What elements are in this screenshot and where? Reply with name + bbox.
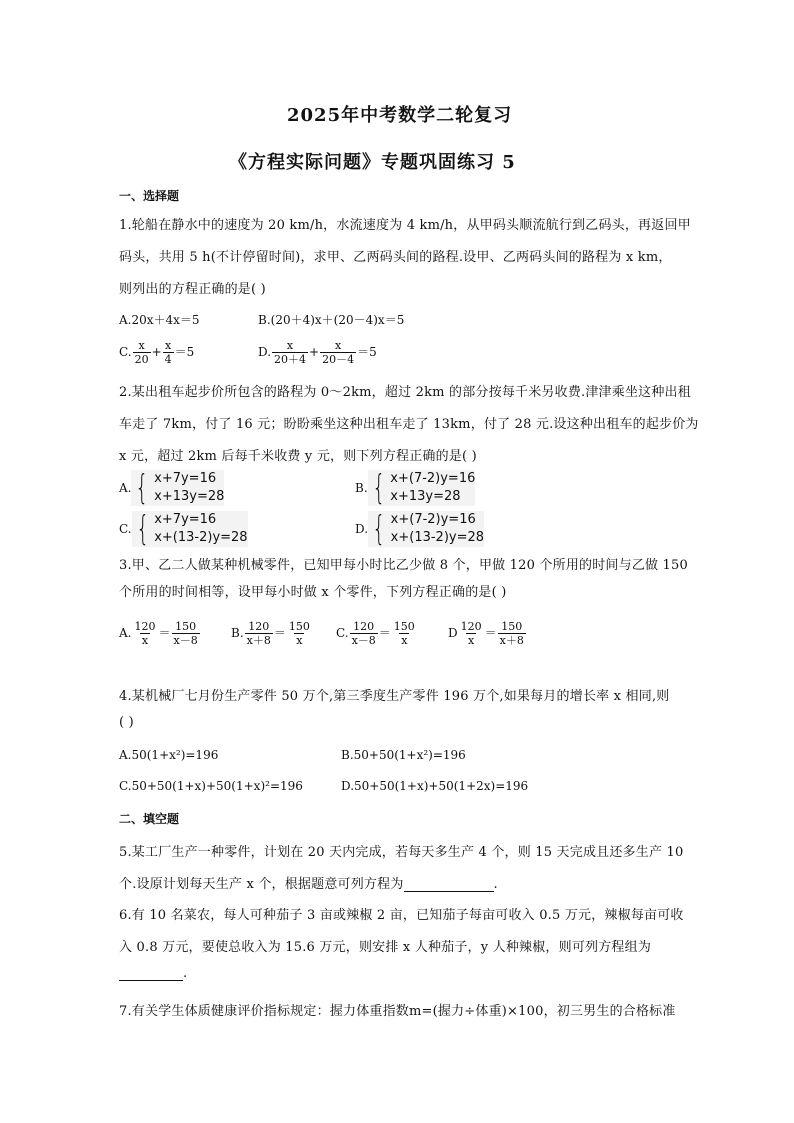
denominator: x＋8 <box>246 634 271 647</box>
numerator: 150 <box>501 620 523 633</box>
denominator: 20＋4 <box>274 353 307 366</box>
equals-value: ＝5 <box>357 345 377 359</box>
fraction <box>287 620 312 647</box>
q3-option-c-label: C. <box>336 626 349 640</box>
q1-option-b: B.(20＋4)x＋(20－4)x＝5 <box>258 313 405 327</box>
q3-option-b <box>231 620 313 647</box>
q2-option-d <box>355 511 484 547</box>
q4-option-c: C.50+50(1+x)+50(1+x)²=196 <box>119 779 303 793</box>
q2-option-b-label: B. <box>355 481 368 495</box>
q7-line1: 7.有关学生体质健康评价指标规定：握力体重指数m=(握力÷体重)×100，初三男生的合格标准 <box>119 1004 676 1019</box>
equation-system <box>132 511 248 547</box>
denominator: x <box>296 634 303 647</box>
q4-option-d: D.50+50(1+x)+50(1+2x)=196 <box>341 779 529 793</box>
numerator: 150 <box>175 620 197 633</box>
equation-row: x+(7-2)y=16 <box>390 512 476 527</box>
denominator: x－8 <box>351 634 376 647</box>
denominator: 20－4 <box>322 353 355 366</box>
fraction <box>459 620 484 647</box>
fraction <box>498 620 526 647</box>
equation-row: x+7y=16 <box>154 471 217 486</box>
q3-line1: 3.甲、乙二人做某种机械零件，已知甲每小时比乙少做 8 个，甲做 120 个所用的时间与乙做 150 <box>119 558 688 573</box>
brace-icon: { <box>372 509 386 549</box>
fraction <box>350 620 378 647</box>
equation-row: x+(13-2)y=28 <box>154 530 248 545</box>
q3-option-d <box>448 620 527 647</box>
equation-system <box>368 511 484 547</box>
q3-option-b-label: B. <box>231 626 244 640</box>
equals-sign: ＝ <box>378 626 391 640</box>
numerator: 120 <box>353 620 375 633</box>
q2-option-a-label: A. <box>119 481 132 495</box>
brace-icon: { <box>135 468 149 508</box>
equation-row: x+13y=28 <box>390 489 461 504</box>
brace-icon: { <box>135 509 149 549</box>
q1-line2: 码头，共用 5 h(不计停留时间)，求甲、乙两码头间的路程.设甲、乙两码头间的路程为 x km， <box>119 250 672 265</box>
denominator: x＋8 <box>499 634 524 647</box>
equals-sign: ＝ <box>484 626 497 640</box>
q2-line2: 车走了 7km，付了 16 元；盼盼乘坐这种出租车走了 13km，付了 28 元.设这种出租车的起步价为 <box>119 417 699 432</box>
q3-option-c <box>336 620 418 647</box>
q4-line1: 4.某机械厂七月份生产零件 50 万个,第三季度生产零件 196 万个,如果每月的增长率 x 相同,则 <box>119 689 670 704</box>
page-subtitle: 《方程实际问题》专题巩固练习 5 <box>229 152 516 173</box>
denominator: 4 <box>164 353 172 366</box>
q3-option-a <box>119 620 201 647</box>
answer-blank[interactable] <box>119 966 183 981</box>
q4-line2: ( ) <box>119 715 134 730</box>
fraction <box>132 620 157 647</box>
fraction <box>272 339 308 366</box>
denominator: x <box>401 634 408 647</box>
numerator: x <box>334 339 342 352</box>
q5-line2 <box>119 873 498 892</box>
numerator: x <box>286 339 294 352</box>
plus-sign: + <box>309 345 320 359</box>
q1-option-c <box>119 339 194 366</box>
q3-option-a-label: A. <box>119 626 132 640</box>
q5-line2-text: 个.设原计划每天生产 x 个，根据题意可列方程为 <box>119 877 404 892</box>
fraction <box>172 620 200 647</box>
equals-sign: ＝ <box>273 626 286 640</box>
q1-line3: 则列出的方程正确的是( ) <box>119 282 266 297</box>
q2-option-d-label: D. <box>355 522 369 536</box>
q2-option-c <box>119 511 248 547</box>
q2-option-b <box>355 470 475 506</box>
q3-line2: 个所用的时间相等，设甲每小时做 x 个零件，下列方程正确的是( ) <box>119 585 507 600</box>
numerator: 120 <box>460 620 482 633</box>
q3-option-d-label: D <box>448 626 458 640</box>
q1-line1: 1.轮船在静水中的速度为 20 km/h，水流速度为 4 km/h，从甲码头顺流航行到乙码头，再返回甲 <box>119 218 691 233</box>
q2-option-a <box>119 470 224 506</box>
q5-line1: 5.某工厂生产一种零件，计划在 20 天内完成，若每天多生产 4 个，则 15 天完成且还多生产 10 <box>119 845 684 860</box>
equation-row: x+7y=16 <box>154 512 217 527</box>
numerator: 120 <box>134 620 156 633</box>
section-heading-choice: 一、选择题 <box>119 189 180 203</box>
q5-line2-end: . <box>493 877 498 892</box>
denominator: x－8 <box>173 634 198 647</box>
fraction <box>320 339 356 366</box>
q1-option-d <box>258 339 377 366</box>
equation-system <box>131 470 224 506</box>
numerator: 120 <box>248 620 270 633</box>
q2-line1: 2.某出租车起步价所包含的路程为 0～2km，超过 2km 的部分按每千米另收费.津津乘坐这种出租 <box>119 385 691 400</box>
answer-blank[interactable] <box>404 877 494 892</box>
q4-option-b: B.50+50(1+x²)=196 <box>341 748 466 762</box>
q1-option-a: A.20x＋4x＝5 <box>119 313 200 327</box>
q6-line3 <box>119 966 187 981</box>
fraction <box>245 620 273 647</box>
q1-option-c-label: C. <box>119 345 132 359</box>
q2-line3: x 元，超过 2km 后每千米收费 y 元，则下列方程正确的是( ) <box>119 449 477 464</box>
brace-icon: { <box>371 468 385 508</box>
q6-line1: 6.有 10 名菜农，每人可种茄子 3 亩或辣椒 2 亩，已知茄子每亩可收入 0.5 万元，辣椒每亩可收 <box>119 908 684 923</box>
equation-row: x+(13-2)y=28 <box>390 530 485 545</box>
equation-row: x+13y=28 <box>154 489 225 504</box>
denominator: x <box>468 634 475 647</box>
q6-line3-end: . <box>183 966 188 981</box>
fraction <box>133 339 151 366</box>
q4-option-a: A.50(1+x²)=196 <box>119 748 219 762</box>
numerator: x <box>165 339 172 352</box>
equals-sign: ＝ <box>158 626 171 640</box>
section-heading-fill: 二、填空题 <box>119 812 180 826</box>
numerator: 150 <box>393 620 415 633</box>
q2-option-c-label: C. <box>119 522 132 536</box>
q1-option-d-label: D. <box>258 345 272 359</box>
equation-system <box>368 470 476 506</box>
denominator: 20 <box>134 353 149 366</box>
numerator: x <box>138 339 145 352</box>
numerator: 150 <box>288 620 310 633</box>
denominator: x <box>141 634 149 647</box>
equation-row: x+(7-2)y=16 <box>390 471 476 486</box>
q6-line2: 入 0.8 万元，要使总收入为 15.6 万元，则安排 x 人种茄子，y 人种辣椒，则可列方程组为 <box>119 940 652 955</box>
fraction <box>163 339 174 366</box>
equals-value: ＝5 <box>174 345 195 359</box>
page-title: 2025年中考数学二轮复习 <box>287 105 513 126</box>
fraction <box>392 620 417 647</box>
plus-sign: + <box>151 345 162 359</box>
